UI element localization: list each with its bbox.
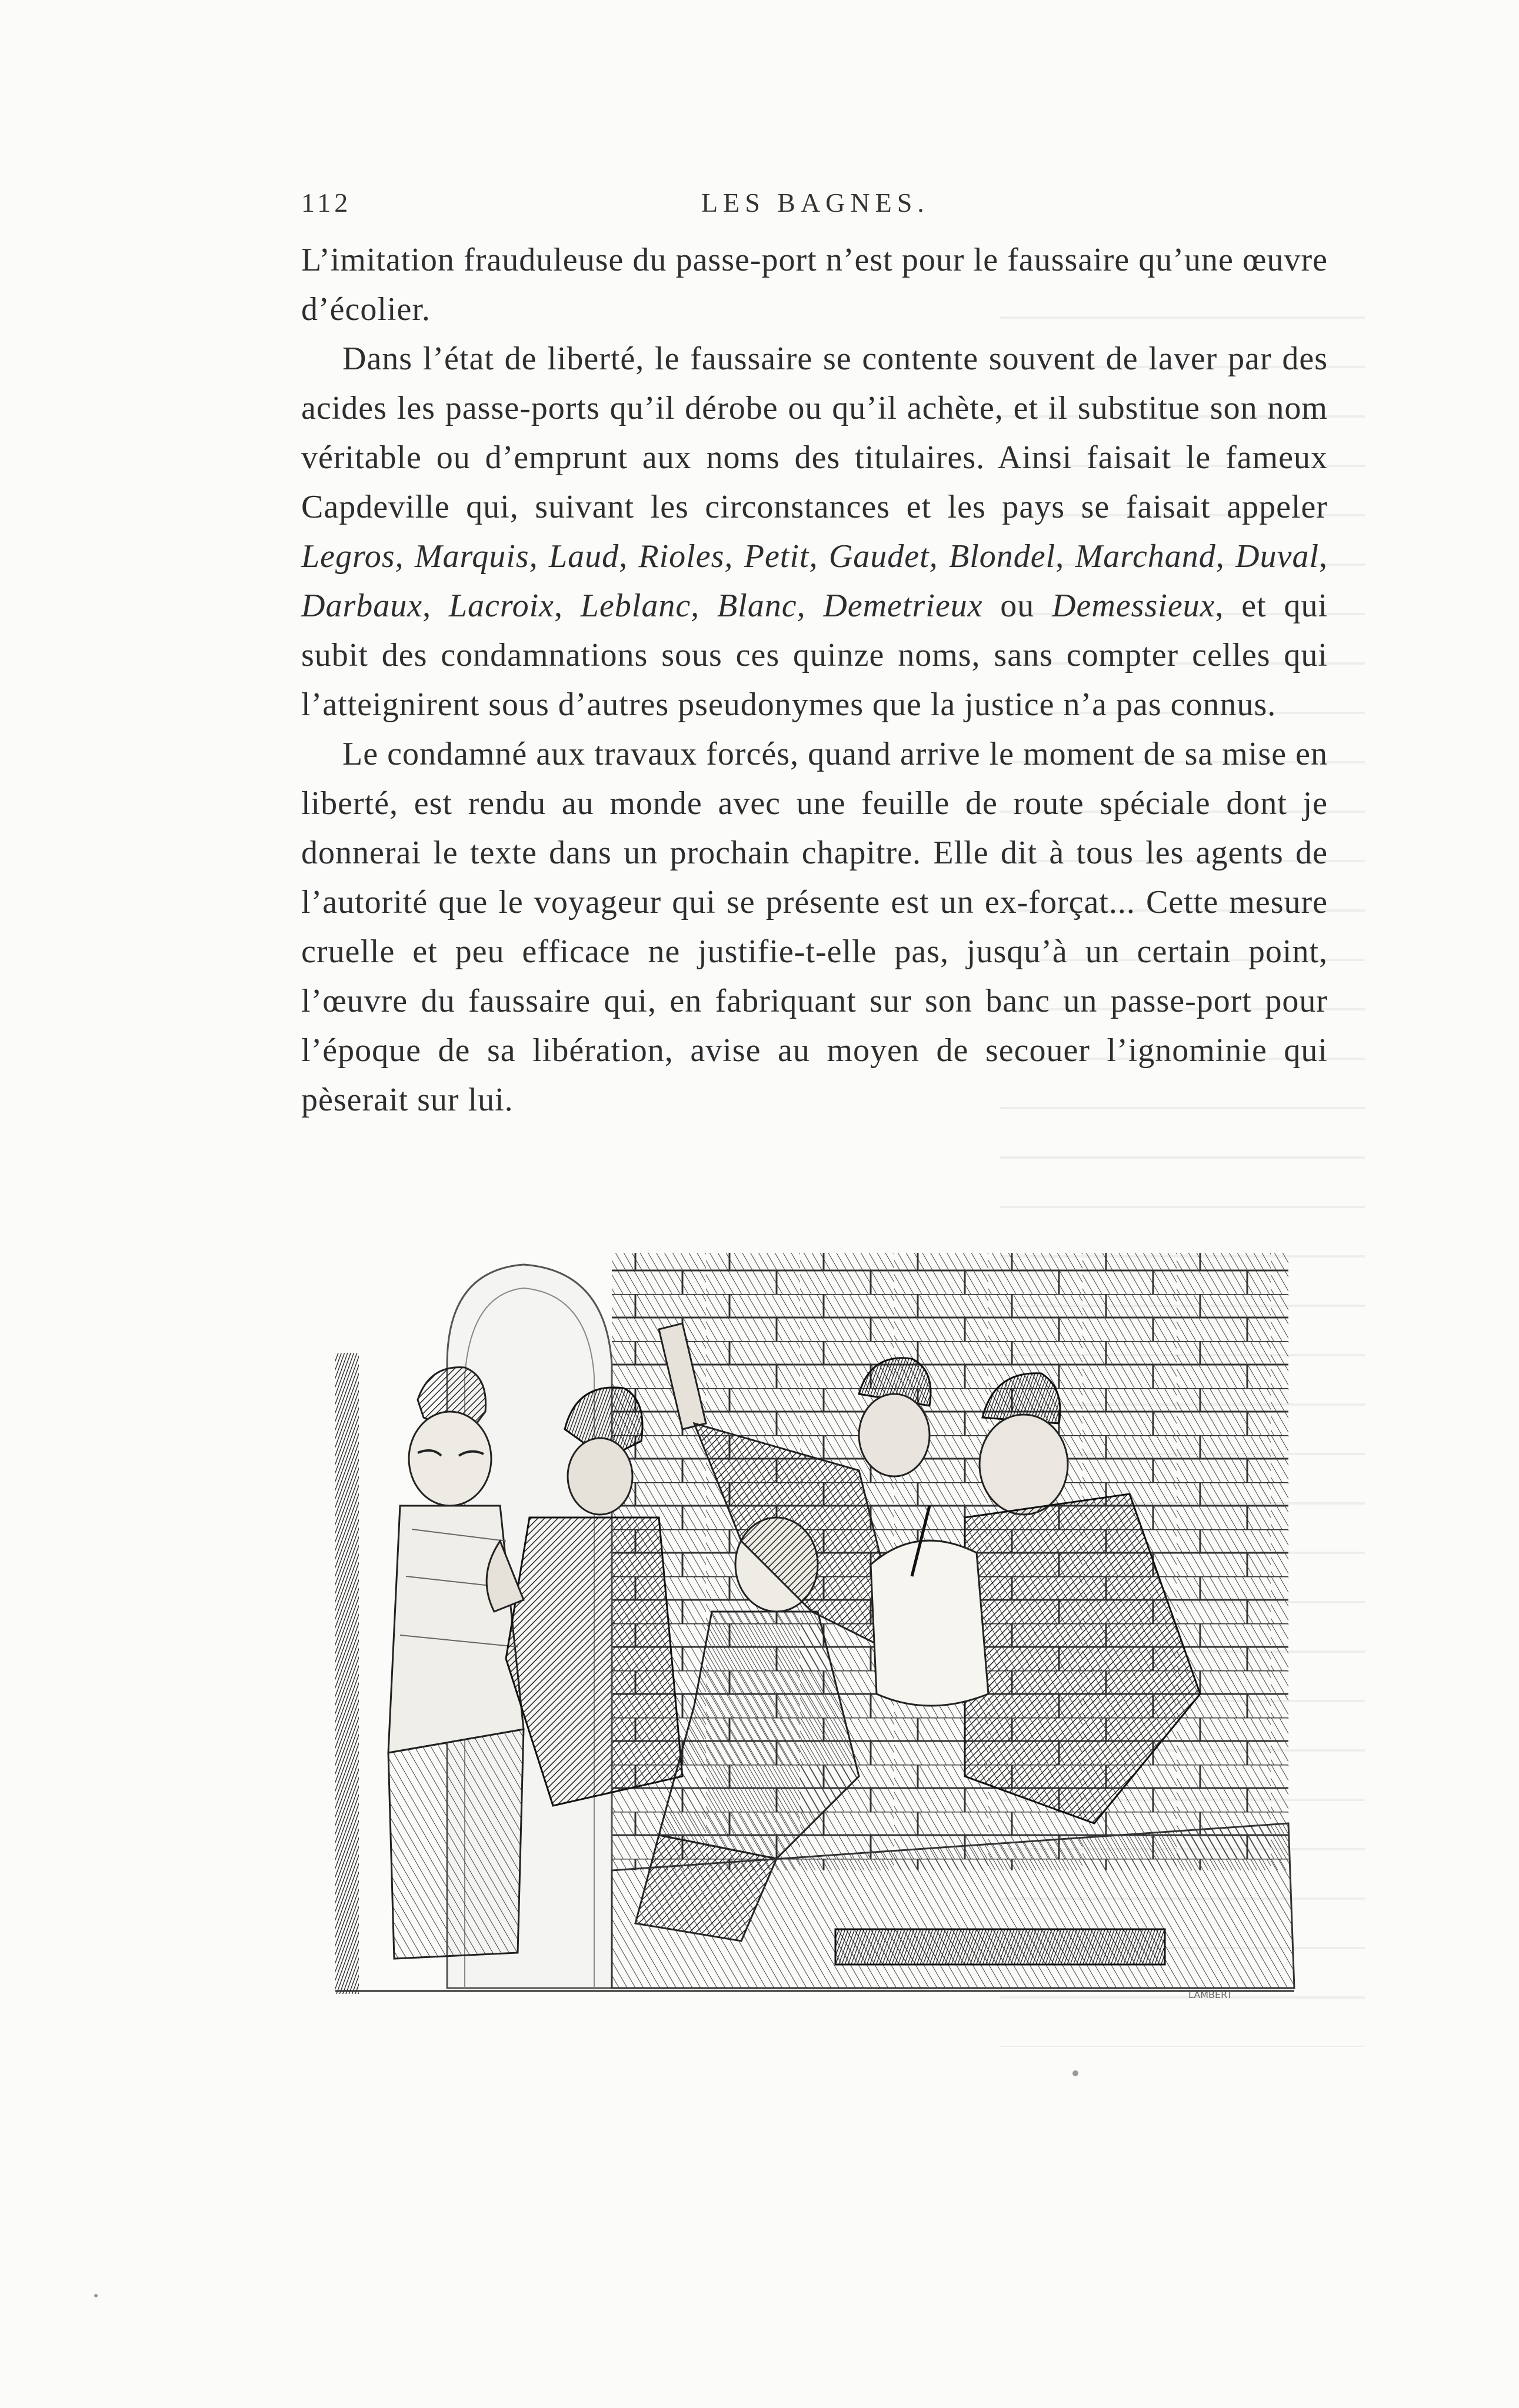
forged-passport (871, 1540, 988, 1706)
italic-name-run: Lacroix (448, 588, 554, 624)
bench-plank (835, 1929, 1165, 1965)
paragraph-3 (301, 729, 1328, 1125)
italic-name-run: Legros, Marquis, Laud, Rioles, Petit, Gaudet, Blondel (301, 538, 1056, 575)
italic-name-run: Demessieux (1052, 588, 1215, 624)
engraving-illustration (329, 1247, 1300, 1994)
body-text (301, 235, 1328, 1125)
text-run: L’imitation frauduleuse du passe-port n’est pour le faussaire qu’une œuvre d’écolier. (301, 242, 1328, 328)
italic-name-run: Darbaux (301, 588, 423, 624)
text-run: ou (982, 588, 1052, 624)
text-run: Le condamné aux travaux forcés, quand arrive le moment de sa mise en liberté, est rendu au monde avec une feuille de route spéciale dont je donnerai le texte dans un prochain chapitre. Elle dit à tous les agents de l’autorité que le voyageur qui se présente est un ex-forçat... Cette mesure cruelle et peu efficace ne justifie-t-elle pas, jusqu’à un certain point, l’œuvre du faussaire qui, en fabriquant sur son banc un passe-port pour l’époque de sa libération, avise au moyen de secouer l’ignominie qui pèserait sur lui. (301, 736, 1328, 1118)
italic-name-run: Marchand (1075, 538, 1216, 575)
text-run: , (554, 588, 581, 624)
paragraph-2 (301, 334, 1328, 729)
text-run: , (1215, 538, 1236, 575)
door-post (335, 1353, 359, 1994)
engraving-svg (329, 1247, 1300, 1994)
speck (94, 2294, 98, 2297)
text-run: , (1319, 538, 1328, 575)
paragraph-1 (301, 235, 1328, 334)
speck (1072, 2070, 1078, 2076)
page-header (301, 187, 1328, 222)
italic-name-run: Leblanc, Blanc, Demetrieux (580, 588, 983, 624)
page-number: 112 (301, 188, 352, 218)
text-run: , (1055, 538, 1075, 575)
italic-name-run: Duval (1235, 538, 1320, 575)
running-title: LES BAGNES. (701, 188, 930, 218)
text-run: , et qui subit des condamnations sous ces quinze noms, sans compter celles qui l’atteignirent sous d’autres pseudonymes que la justice n’a pas connus. (301, 588, 1328, 723)
text-run: Dans l’état de liberté, le faussaire se contente souvent de laver par des acides les passe-ports qu’il dérobe ou qu’il achète, et il substitue son nom véritable ou d’emprunt aux noms des titulaires. Ainsi faisait le fameux Capdeville qui, suivant les circonstances et les pays se faisait appeler (301, 341, 1328, 525)
text-run: , (422, 588, 449, 624)
engraver-signature: LAMBERT (1188, 1989, 1232, 2000)
